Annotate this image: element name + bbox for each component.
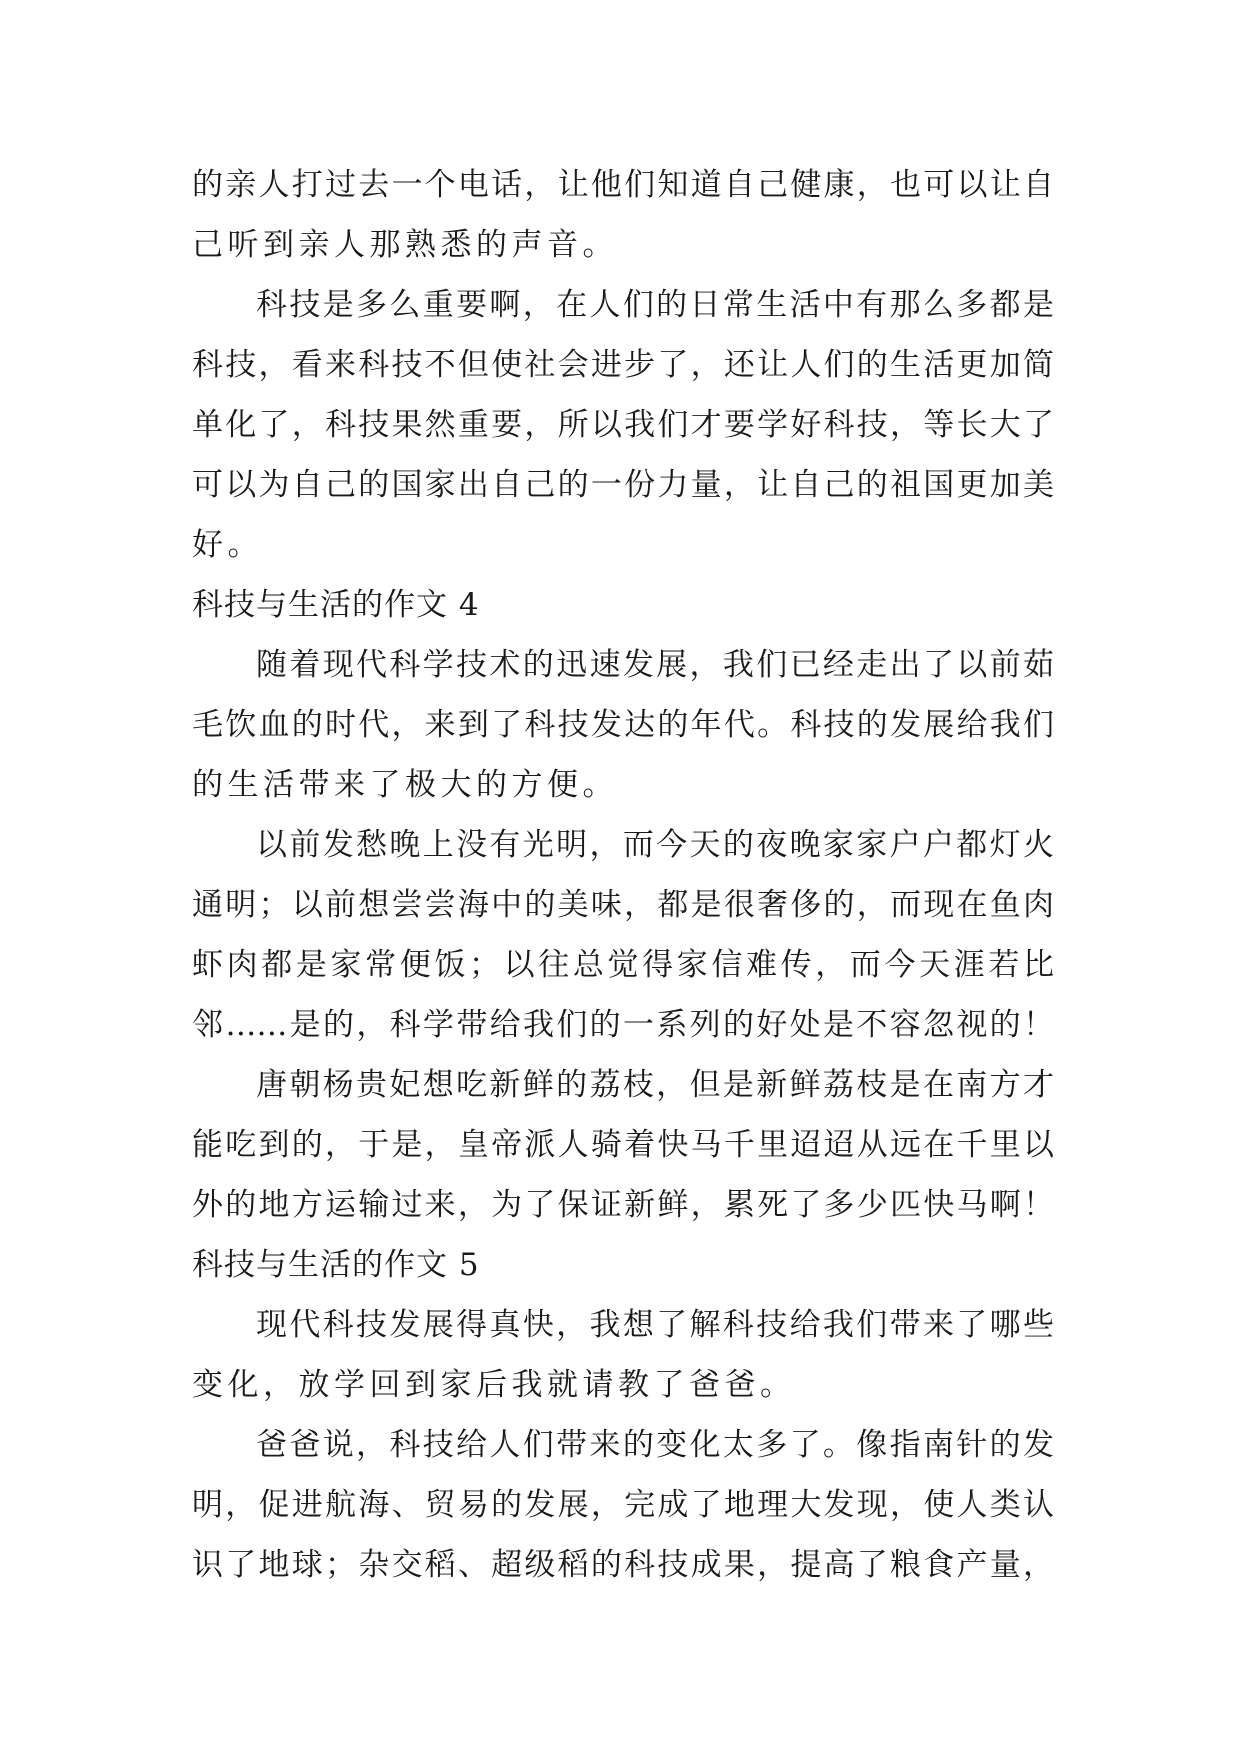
paragraph — [192, 815, 1054, 1055]
text-line: 变化，放学回到家后我就请教了爸爸。 — [192, 1367, 796, 1403]
text-line: 邻……是的，科学带给我们的一系列的好处是不容忽视的！ — [192, 1007, 1054, 1043]
paragraph — [192, 155, 1054, 275]
text-line: 好。 — [192, 527, 263, 563]
text-line: 科技是多么重要啊，在人们的日常生活中有那么多都是 — [256, 287, 1054, 323]
paragraph — [192, 1295, 1054, 1415]
text-line: 的生活带来了极大的方便。 — [192, 767, 618, 803]
text-line: 以前发愁晚上没有光明，而今天的夜晚家家户户都灯火 — [256, 827, 1054, 863]
section-heading: 科技与生活的作文 4 — [192, 587, 480, 623]
text-line: 虾肉都是家常便饭；以往总觉得家信难传，而今天涯若比 — [192, 947, 1054, 983]
text-line: 通明；以前想尝尝海中的美味，都是很奢侈的，而现在鱼肉 — [192, 887, 1054, 923]
paragraph — [192, 1055, 1054, 1235]
text-line: 随着现代科学技术的迅速发展，我们已经走出了以前茹 — [256, 647, 1054, 683]
text-line: 外的地方运输过来，为了保证新鲜，累死了多少匹快马啊！ — [192, 1187, 1054, 1223]
text-line: 能吃到的，于是，皇帝派人骑着快马千里迢迢从远在千里以 — [192, 1127, 1054, 1163]
text-line: 单化了，科技果然重要，所以我们才要学好科技，等长大了 — [192, 407, 1054, 443]
paragraph — [192, 275, 1054, 575]
paragraph — [192, 1415, 1054, 1595]
text-line: 识了地球；杂交稻、超级稻的科技成果，提高了粮食产量， — [192, 1547, 1054, 1583]
text-line: 的亲人打过去一个电话，让他们知道自己健康，也可以让自 — [192, 167, 1054, 203]
text-line: 明，促进航海、贸易的发展，完成了地理大发现，使人类认 — [192, 1487, 1054, 1523]
text-line: 己听到亲人那熟悉的声音。 — [192, 227, 618, 263]
text-line: 毛饮血的时代，来到了科技发达的年代。科技的发展给我们 — [192, 707, 1054, 743]
paragraph — [192, 635, 1054, 815]
text-line: 科技，看来科技不但使社会进步了，还让人们的生活更加简 — [192, 347, 1054, 383]
document-page — [192, 155, 1054, 1595]
text-line: 唐朝杨贵妃想吃新鲜的荔枝，但是新鲜荔枝是在南方才 — [256, 1067, 1054, 1103]
section-heading: 科技与生活的作文 5 — [192, 1247, 480, 1283]
text-line: 可以为自己的国家出自己的一份力量，让自己的祖国更加美 — [192, 467, 1054, 503]
text-line: 爸爸说，科技给人们带来的变化太多了。像指南针的发 — [256, 1427, 1054, 1463]
text-line: 现代科技发展得真快，我想了解科技给我们带来了哪些 — [256, 1307, 1054, 1343]
